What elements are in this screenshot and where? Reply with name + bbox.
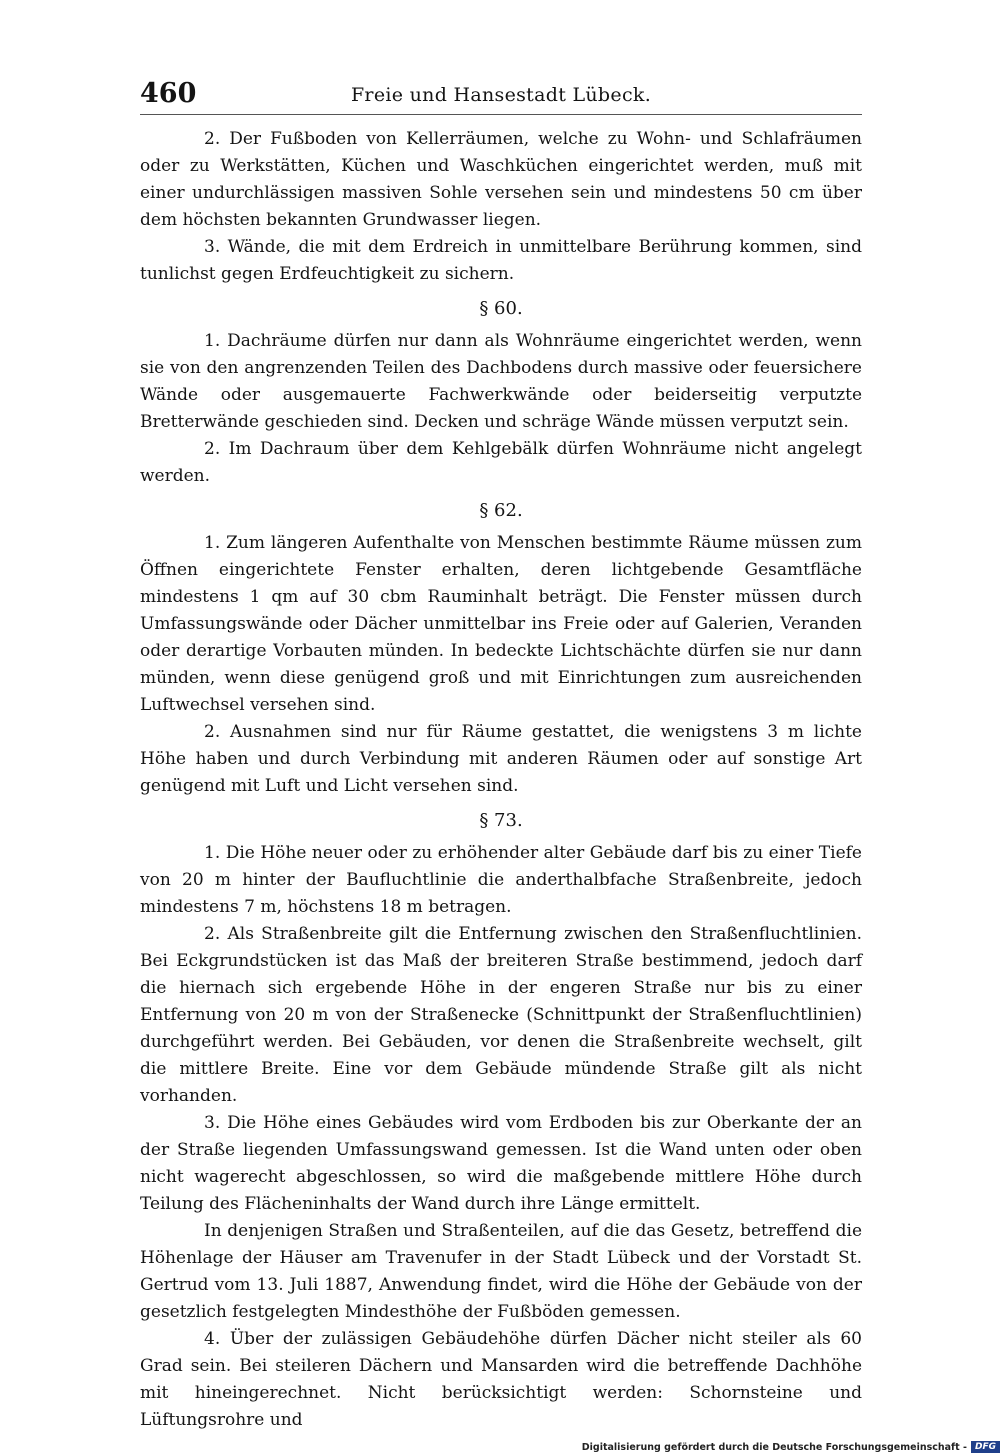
paragraph: 3. Wände, die mit dem Erdreich in unmittelbare Berührung kommen, sind tunlichst gegen Erdfeuchtigkeit zu sichern. [140, 237, 862, 284]
section-heading: § 62. [479, 500, 523, 521]
paragraph: 2. Im Dachraum über dem Kehlgebälk dürfen Wohnräume nicht angelegt werden. [140, 439, 862, 486]
header-rule [140, 114, 862, 115]
paragraph: 4. Über der zulässigen Gebäudehöhe dürfen Dächer nicht steiler als 60 Grad sein. Bei steileren Dächern und Mansarden wird die betreffende Dachhöhe mit hineingerechnet. Nicht berücksichtigt werden: Schornsteine und Lüftungsrohre und [140, 1329, 862, 1430]
credit-text: Digitalisierung gefördert durch die Deutsche Forschungsgemeinschaft - [581, 1441, 967, 1453]
paragraph: 3. Die Höhe eines Gebäudes wird vom Erdboden bis zur Oberkante der an der Straße liegenden Umfassungswand gemessen. Ist die Wand unten oder oben nicht wagerecht abgeschlossen, so wird die maßgebende mittlere Höhe durch Teilung des Flächeninhalts der Wand durch ihre Länge ermittelt. [140, 1113, 862, 1214]
paragraph: 1. Die Höhe neuer oder zu erhöhender alter Gebäude darf bis zu einer Tiefe von 20 m hinter der Baufluchtlinie die anderthalbfache Straßenbreite, jedoch mindestens 7 m, höchstens 18 m betragen. [140, 843, 862, 917]
paragraph: 2. Der Fußboden von Kellerräumen, welche zu Wohn- und Schlafräumen oder zu Werkstätten, Küchen und Waschküchen eingerichtet werden, muß mit einer undurchlässigen massiven Sohle versehen sein und mindestens 50 cm über dem höchsten bekannten Grundwasser liegen. [140, 129, 862, 230]
page-number: 460 [140, 78, 197, 109]
page-header [140, 78, 862, 112]
dfg-logo: DFG [971, 1441, 1000, 1453]
paragraph: 1. Zum längeren Aufenthalte von Menschen bestimmte Räume müssen zum Öffnen eingerichtete Fenster erhalten, deren lichtgebende Gesamtfläche mindestens 1 qm auf 30 cbm Rauminhalt beträgt. Die Fenster müssen durch Umfassungswände oder Dächer unmittelbar ins Freie oder auf Galerien, Veranden oder derartige Vorbauten münden. In bedeckte Lichtschächte dürfen sie nur dann münden, wenn diese genügend groß und mit Einrichtungen zum ausreichenden Luftwechsel versehen sind. [140, 533, 862, 715]
running-title: Freie und Hansestadt Lübeck. [350, 84, 652, 106]
body-text [140, 126, 862, 1434]
digitization-credit [582, 1439, 1000, 1455]
section-heading: § 60. [479, 298, 523, 319]
paragraph: 1. Dachräume dürfen nur dann als Wohnräume eingerichtet werden, wenn sie von den angrenzenden Teilen des Dachbodens durch massive oder feuersichere Wände oder ausgemauerte Fachwerkwände oder beiderseitig verputzte Bretterwände geschieden sind. Decken und schräge Wände müssen verputzt sein. [140, 331, 862, 432]
paragraph: 2. Ausnahmen sind nur für Räume gestattet, die wenigstens 3 m lichte Höhe haben und durch Verbindung mit anderen Räumen oder auf sonstige Art genügend mit Luft und Licht versehen sind. [140, 722, 862, 796]
section-heading: § 73. [479, 810, 523, 831]
paragraph: In denjenigen Straßen und Straßenteilen, auf die das Gesetz, betreffend die Höhenlage der Häuser am Travenufer in der Stadt Lübeck und der Vorstadt St. Gertrud vom 13. Juli 1887, Anwendung findet, wird die Höhe der Gebäude von der gesetzlich festgelegten Mindesthöhe der Fußböden gemessen. [140, 1221, 862, 1322]
paragraph: 2. Als Straßenbreite gilt die Entfernung zwischen den Straßenfluchtlinien. Bei Eckgrundstücken ist das Maß der breiteren Straße bestimmend, jedoch darf die hiernach sich ergebende Höhe in der engeren Straße nur bis zu einer Entfernung von 20 m von der Straßenecke (Schnittpunkt der Straßenfluchtlinien) durchgeführt werden. Bei Gebäuden, vor denen die Straßenbreite wechselt, gilt die mittlere Breite. Eine vor dem Gebäude mündende Straße gilt als nicht vorhanden. [140, 924, 862, 1106]
